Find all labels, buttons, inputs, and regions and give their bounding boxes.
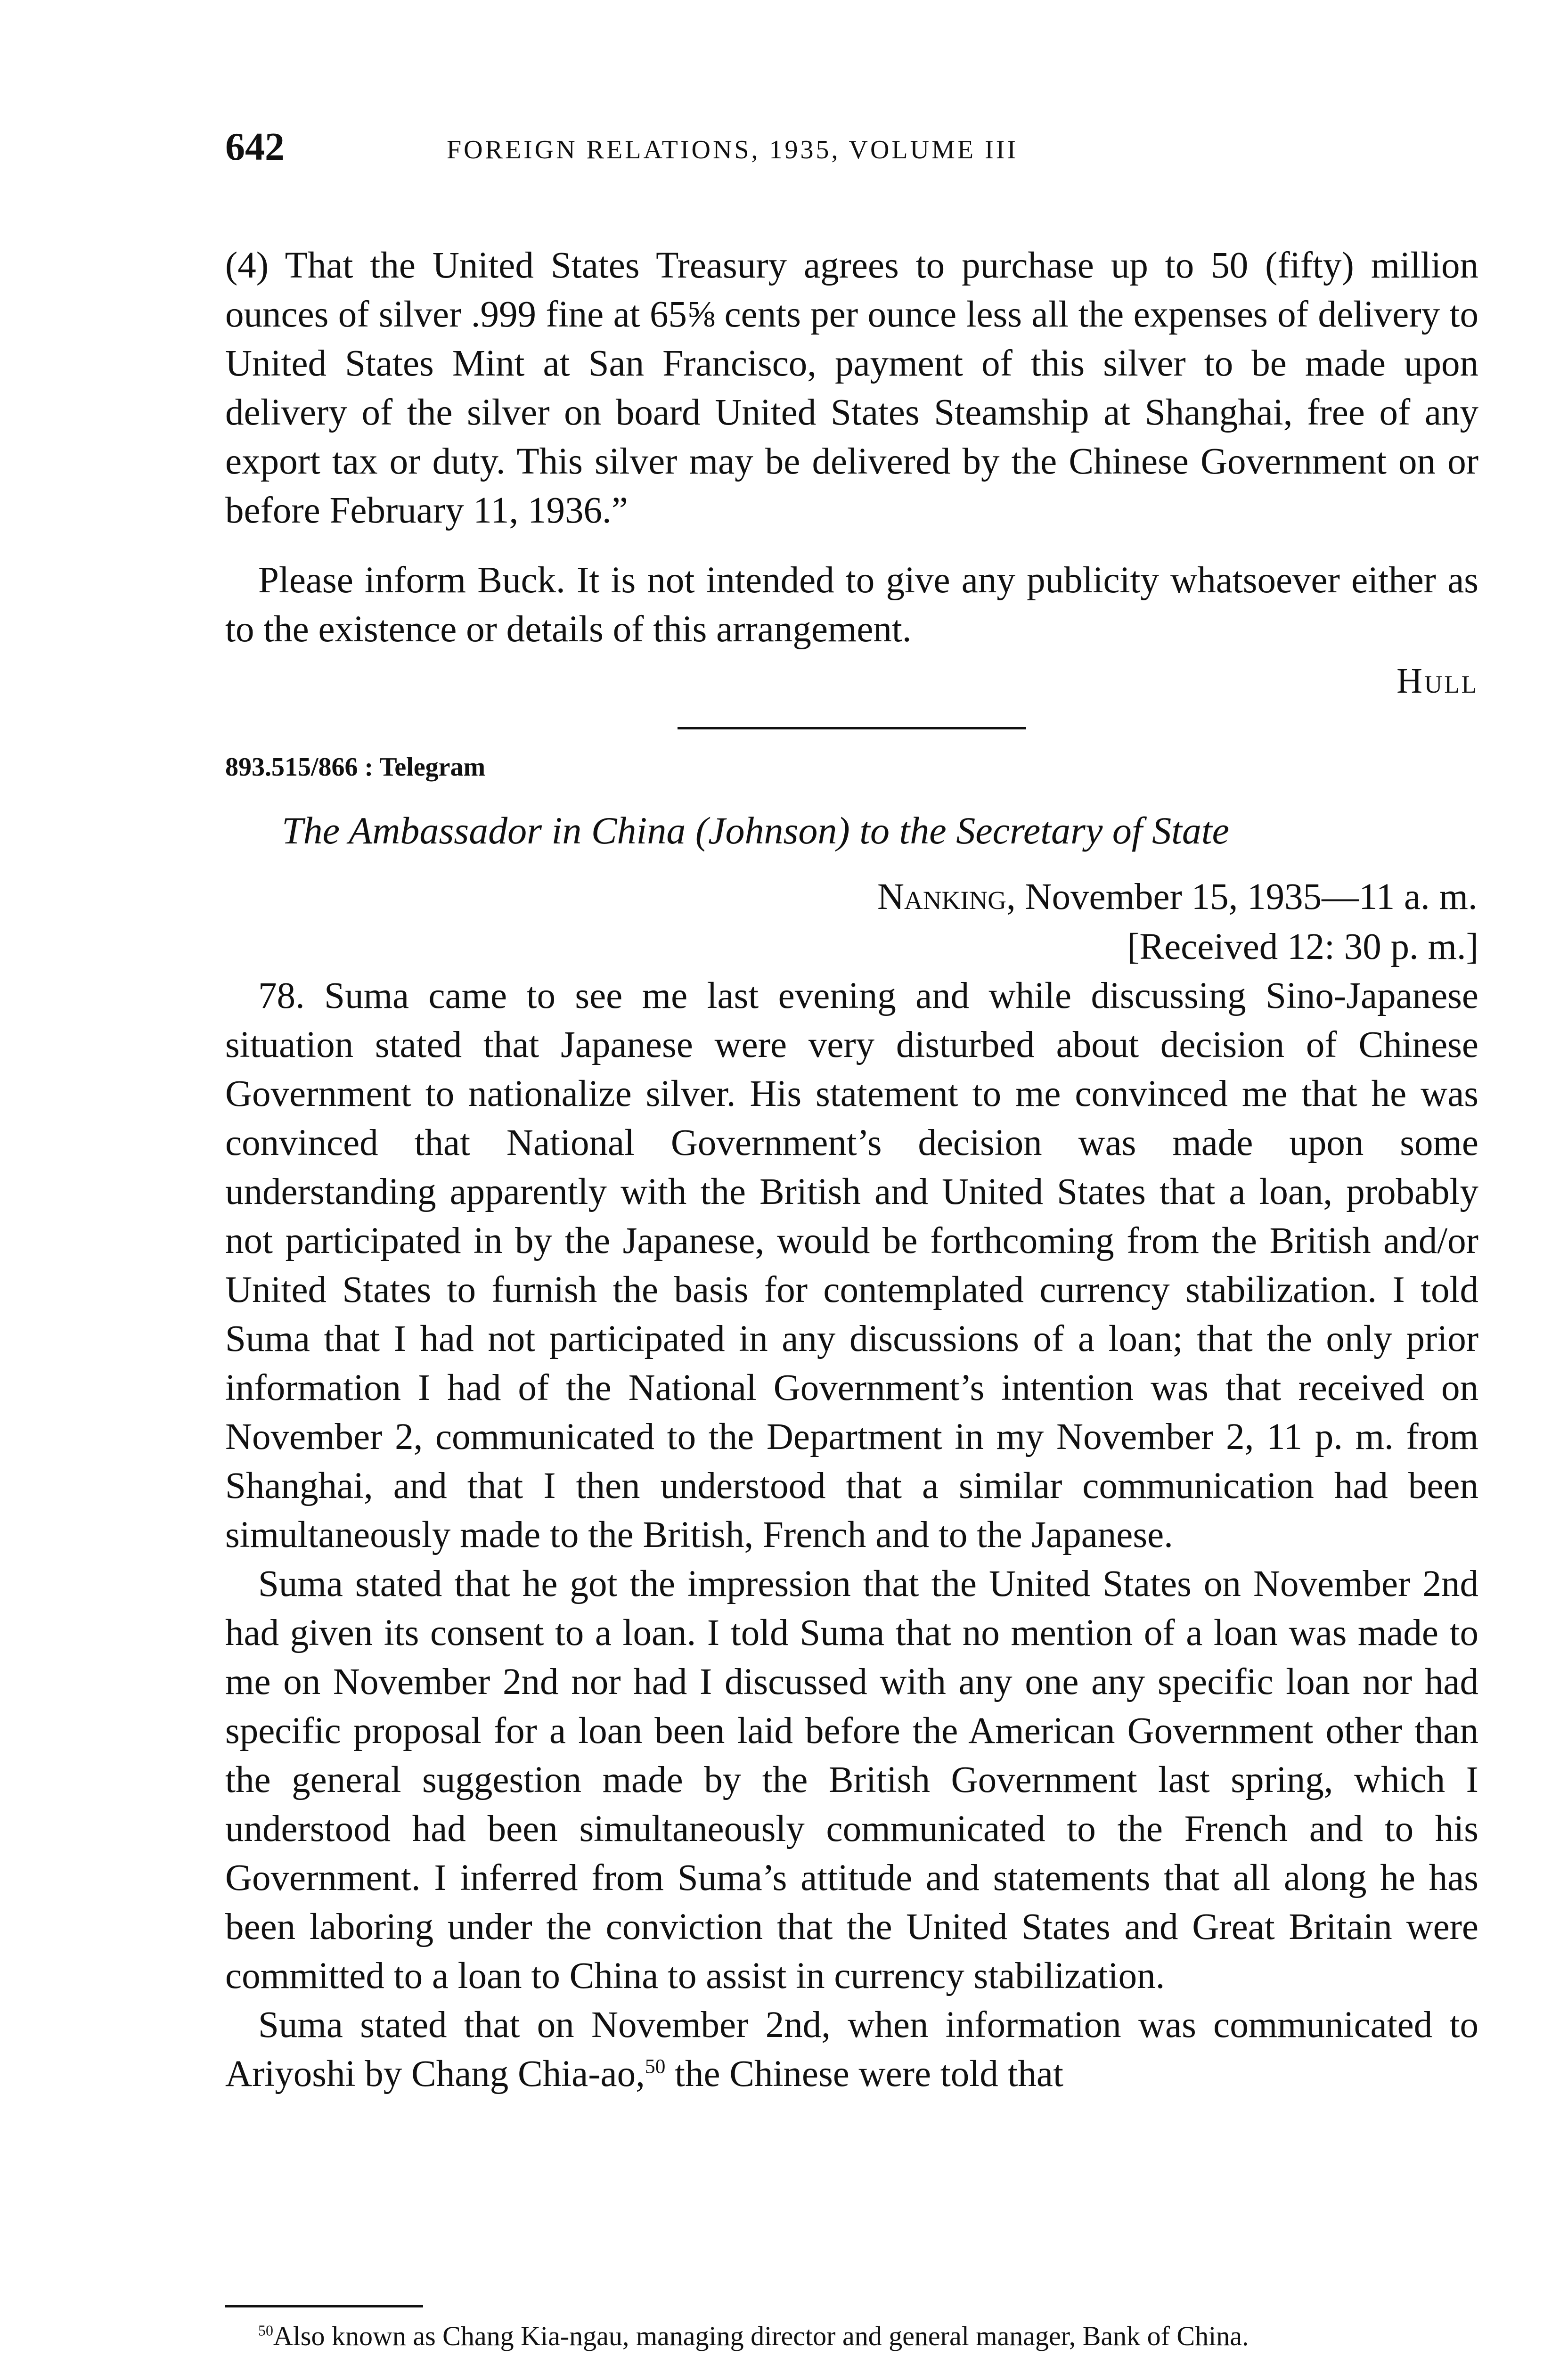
telegram-paragraph-3-start: Suma stated that on November 2nd, when information was communicated to Ariyoshi by Chang Chia-ao, xyxy=(225,2004,1478,2094)
document-title: The Ambassador in China (Johnson) to the Secretary of State xyxy=(282,809,1230,852)
footnote xyxy=(225,2317,1478,2355)
footnote-text: Also known as Chang Kia-ngau, managing director and general manager, Bank of China. xyxy=(273,2321,1249,2351)
dateline-date: , November 15, 1935—11 a. m. xyxy=(1006,876,1478,917)
footnote-rule xyxy=(225,2305,423,2307)
signature-hull: Hull xyxy=(1396,661,1478,701)
instruction-paragraph-block xyxy=(225,556,1478,654)
quote-paragraph: (4) That the United States Treasury agrees to purchase up to 50 (fifty) million ounces of silver .999 fine at 65⅝ cents per ounce less all the expenses of delivery to United States Mint at San Francisco, payment of this silver to be made upon delivery of the silver on board United States Steamship at Shanghai, free of any export tax or duty. This silver may be delivered by the Chinese Government on or before February 11, 1936.” xyxy=(225,245,1478,531)
telegram-paragraph-3-end: the Chinese were told that xyxy=(665,2053,1063,2094)
footnote-reference: 50 xyxy=(645,2055,666,2078)
footnote-text-line xyxy=(225,2317,1478,2355)
page-number: 642 xyxy=(225,125,285,169)
page-header xyxy=(225,114,1478,180)
quoted-agreement-clause xyxy=(225,241,1478,535)
dateline xyxy=(877,873,1478,922)
telegram-paragraph-2: Suma stated that he got the impression that the United States on November 2nd had given its consent to a loan. I told Suma that no mention of a loan was made to me on November 2nd nor had I discussed with any one any specific loan nor had specific proposal for a loan been laid before the American Government other than the general suggestion made by the British Government last spring, which I understood had been simultaneously communicated to the French and to his Government. I inferred from Suma’s attitude and statements that all along he has been laboring under the conviction that the United States and Great Britain were committed to a loan to China to assist in currency stabilization. xyxy=(225,1563,1478,1996)
telegram-paragraph-1: 78. Suma came to see me last evening and while discussing Sino-Japanese situation stated that Japanese were very disturbed about decision of Chinese Government to nationalize silver. His statement to me convinced me that he was convinced that National Government’s decision was made upon some understanding apparently with the British and United States that a loan, probably not participated in by the Japanese, would be forthcoming from the British and/or United States to furnish the basis for contemplated currency stabilization. I told Suma that I had not participated in any discussions of a loan; that the only prior information I had of the National Government’s intention was that received on November 2, communicated to the Department in my November 2, 11 p. m. from Shanghai, and that I then understood that a similar communication had been simultaneously made to the British, French and to the Japanese. xyxy=(225,975,1478,1555)
file-reference: 893.515/866 : Telegram xyxy=(225,753,486,782)
instruction-paragraph: Please inform Buck. It is not intended to give any publicity whatsoever either as to the existence or details of this arrangement. xyxy=(225,560,1478,650)
running-head: FOREIGN RELATIONS, 1935, VOLUME III xyxy=(447,135,1019,164)
received-note: [Received 12: 30 p. m.] xyxy=(1127,926,1478,967)
footnote-marker: 50 xyxy=(258,2322,273,2339)
telegram-body xyxy=(225,972,1478,2099)
telegram-paragraph-3 xyxy=(225,2001,1478,2099)
section-divider xyxy=(678,727,1026,729)
dateline-place: Nanking xyxy=(877,876,1006,917)
